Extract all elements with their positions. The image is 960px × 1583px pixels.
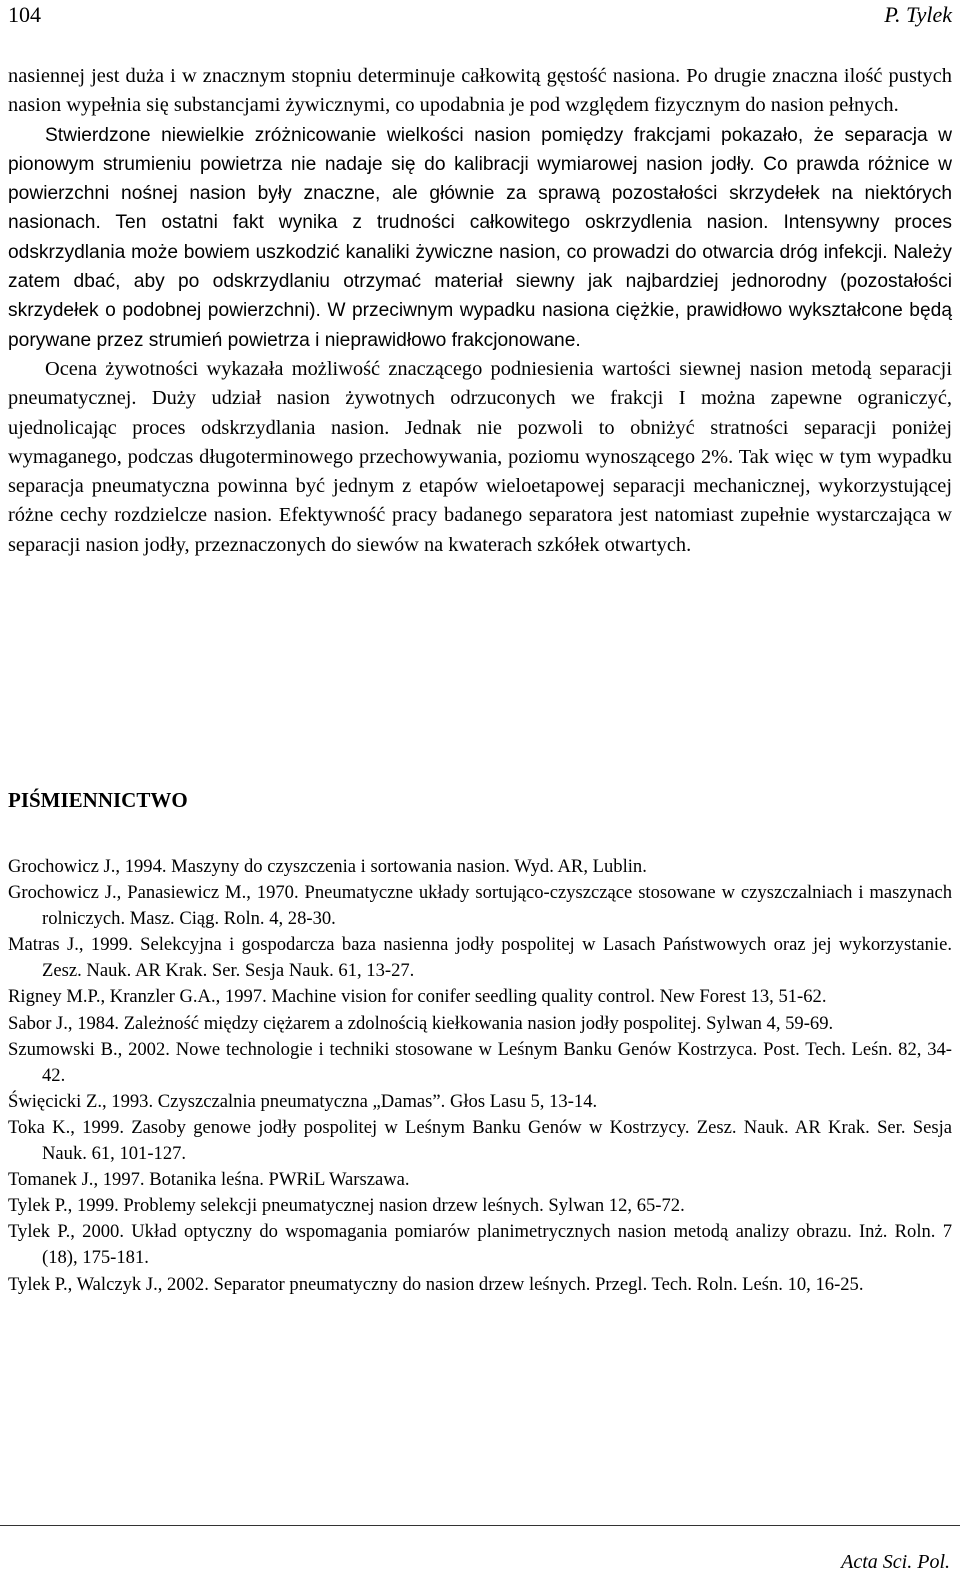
footer-divider	[0, 1525, 960, 1526]
running-author: P. Tylek	[884, 2, 952, 27]
reference-item: Tylek P., Walczyk J., 2002. Separator pneumatyczny do nasion drzew leśnych. Przegl. Tech. Roln. Leśn. 10, 16-25.	[8, 1273, 864, 1295]
journal-name: Acta Sci. Pol.	[841, 1551, 950, 1573]
reference-item: Grochowicz J., 1994. Maszyny do czyszczenia i sortowania nasion. Wyd. AR, Lublin.	[8, 856, 647, 877]
paragraph-3: Ocena żywotności wykazała możliwość znaczącego podniesienia wartości siewnej nasion metodą separacji pneumatycznej. Duży udział nasion żywotnych odrzuconych we frakcji I można zapewne ograniczyć, ujednolicając proces odskrzydlania nasion. Jednak nie pozwoli to obniżyć stratności separacji poniżej wymaganego, podczas długoterminowego przechowywania, poziomu wynoszącego 2%. Tak więc w tym wypadku separacja pneumatyczna powinna być jednym z etapów wieloetapowej separacji mechanicznej, wykorzystującej różne cechy rozdzielcze nasion. Efektywność pracy badanego separatora jest natomiast zupełnie wystarczająca w separacji nasion jodły, przeznaczonych do siewów na kwaterach szkółek otwartych.	[8, 357, 952, 556]
reference-item: Grochowicz J., Panasiewicz M., 1970. Pneumatyczne układy sortująco-czyszczące stosowane w czyszczalniach i maszynach rolniczych. Masz. Ciąg. Roln. 4, 28-30.	[8, 882, 952, 930]
reference-item: Matras J., 1999. Selekcyjna i gospodarcza baza nasienna jodły pospolitej w Lasach Państwowych oraz jej wykorzystanie. Zesz. Nauk. AR Krak. Ser. Sesja Nauk. 61, 13-27.	[8, 934, 952, 982]
reference-item: Tylek P., 2000. Układ optyczny do wspomagania pomiarów planimetrycznych nasion metodą analizy obrazu. Inż. Roln. 7 (18), 175-181.	[8, 1221, 952, 1269]
paragraph-2: Stwierdzone niewielkie zróżnicowanie wielkości nasion pomiędzy frakcjami pokazało, że separacja w pionowym strumieniu powietrza nie nadaje się do kalibracji wymiarowej nasion jodły. Co prawda różnice w powierzchni nośnej nasion były znaczne, ale głównie za sprawą pozostałości skrzydełek na niektórych nasionach. Ten ostatni fakt wynika z trudności całkowitego oskrzydlenia nasion. Intensywny proces odskrzydlania może bowiem uszkodzić kanaliki żywiczne nasion, co prowadzi do otwarcia dróg infekcji. Należy zatem dbać, aby po odskrzydlaniu otrzymać materiał siewny jak najbardziej jednorodny (pozostałości skrzydełek o podobnej powierzchni). W przeciwnym wypadku nasiona ciężkie, prawidłowo wykształcone będą porywane przez strumień powietrza i nieprawidłowo frakcjonowane.	[8, 124, 952, 351]
page-number: 104	[8, 2, 41, 27]
reference-item: Tylek P., 1999. Problemy selekcji pneumatycznej nasion drzew leśnych. Sylwan 12, 65-72.	[8, 1195, 685, 1217]
references-heading: PIŚMIENNICTWO	[8, 788, 188, 812]
reference-item: Tomanek J., 1997. Botanika leśna. PWRiL Warszawa.	[8, 1169, 410, 1191]
reference-item: Szumowski B., 2002. Nowe technologie i techniki stosowane w Leśnym Banku Genów Kostrzyca. Post. Tech. Leśn. 82, 34-42.	[8, 1038, 952, 1086]
reference-item: Toka K., 1999. Zasoby genowe jodły pospolitej w Leśnym Banku Genów w Kostrzycy. Zesz. Nauk. AR Krak. Ser. Sesja Nauk. 61, 101-127.	[8, 1116, 952, 1165]
references-list	[8, 854, 952, 1298]
reference-item: Święcicki Z., 1993. Czyszczalnia pneumatyczna „Damas”. Głos Lasu 5, 13-14.	[8, 1090, 598, 1112]
reference-item: Rigney M.P., Kranzler G.A., 1997. Machine vision for conifer seedling quality control. New Forest 13, 51-62.	[8, 986, 827, 1008]
reference-item: Sabor J., 1984. Zależność między ciężarem a zdolnością kiełkowania nasion jodły pospolitej. Sylwan 4, 59-69.	[8, 1012, 834, 1034]
paragraph-1: nasiennej jest duża i w znacznym stopniu determinuje całkowitą gęstość nasiona. Po drugie znaczna ilość pustych nasion wypełnia się substancjami żywicznymi, co upodabnia je pod względem fizycznym do nasion pełnych.	[8, 65, 952, 117]
body-text	[8, 62, 952, 560]
page-header	[8, 2, 952, 38]
